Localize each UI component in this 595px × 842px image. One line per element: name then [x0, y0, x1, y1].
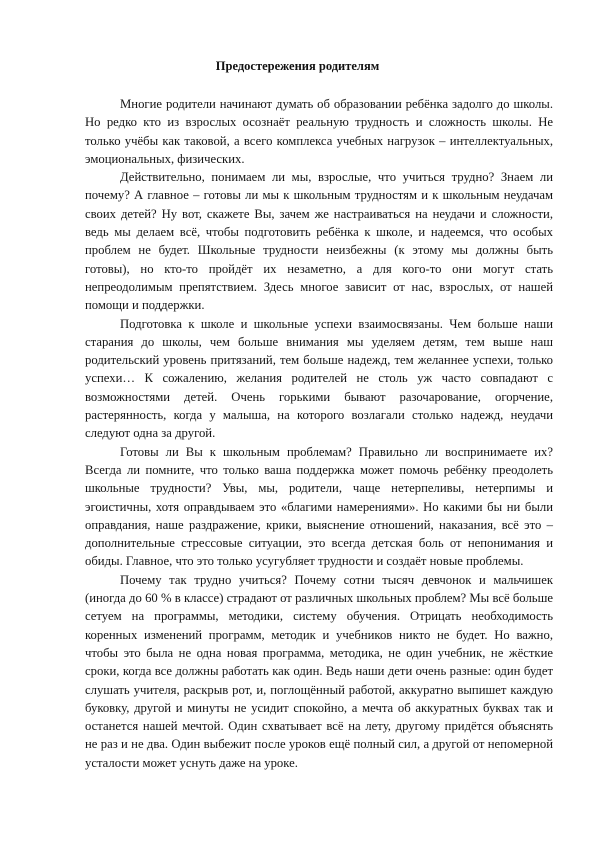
- document-title: Предостережения родителям: [215, 59, 380, 73]
- document-body: [85, 95, 553, 772]
- paragraph-2: Действительно, понимаем ли мы, взрослые, что учиться трудно? Знаем ли почему? А главное – готовы ли мы к школьным трудностям и к школьным неудачам своих детей? Ну вот, скажете Вы, зачем же настраиваться на неудачи и сложности, ведь мы делаем всё, чтобы подготовить ребёнка к школе, и надеемся, что особых проблем не будет. Школьные трудности неизбежны (к этому мы должны быть готовы), но кто-то пройдёт их незаметно, а для кого-то они могут стать непреодолимым препятствием. Здесь многое зависит от нас, взрослых, от нашей помощи и поддержки.: [85, 170, 553, 313]
- paragraph-4: Готовы ли Вы к школьным проблемам? Правильно ли воспринимаете их? Всегда ли помните, что только ваша поддержка может помочь ребёнку преодолеть школьные трудности? Увы, мы, родители, чаще нетерпеливы, нетерпимы и эгоистичны, хотя оправдываем это «благими намерениями». Но какими бы ни были оправдания, наше раздражение, крики, выяснение отношений, наказания, всё это – дополнительные стрессовые ситуации, это всегда детская боль от непонимания и обиды. Главное, что это только усугубляет трудности и создаёт новые проблемы.: [85, 444, 553, 569]
- paragraph-1: Многие родители начинают думать об образовании ребёнка задолго до школы. Но редко кто из взрослых осознаёт реальную трудность и сложность школы. Не только учёбы как таковой, а всего комплекса учебных нагрузок – интеллектуальных, эмоциональных, физических.: [85, 97, 553, 166]
- paragraph-3: Подготовка к школе и школьные успехи взаимосвязаны. Чем больше наши старания до школы, чем больше внимания мы уделяем детям, тем выше наш родительский уровень притязаний, тем больше надежд, тем желаннее успехи, только успехи… К сожалению, желания родителей не столь уж часто совпадают с возможностями детей. Очень горькими бывают разочарование, огорчение, растерянность, когда у малыша, на которого возлагали столько надежд, неудачи следуют одна за другой.: [85, 316, 553, 441]
- paragraph-5: Почему так трудно учиться? Почему сотни тысяч девчонок и мальчишек (иногда до 60 % в классе) страдают от различных школьных проблем? Мы всё больше сетуем на программы, методики, систему обучения. Отрицать необходимость коренных изменений программ, методик и учебников никто не будет. Но важно, чтобы это была не одна новая программа, методика, не один учебник, не жёсткие сроки, когда все должны работать как один. Ведь наши дети очень разные: один будет слушать учителя, раскрыв рот, и, поглощённый работой, аккуратно выпишет каждую буковку, другой и минуты не усидит спокойно, а мечта об аккуратных буквах так и останется нашей мечтой. Один схватывает всё на лету, другому придётся объяснять не раз и не два. Один выбежит после уроков ещё полный сил, а другой от непомерной усталости может уснуть даже на уроке.: [85, 572, 553, 770]
